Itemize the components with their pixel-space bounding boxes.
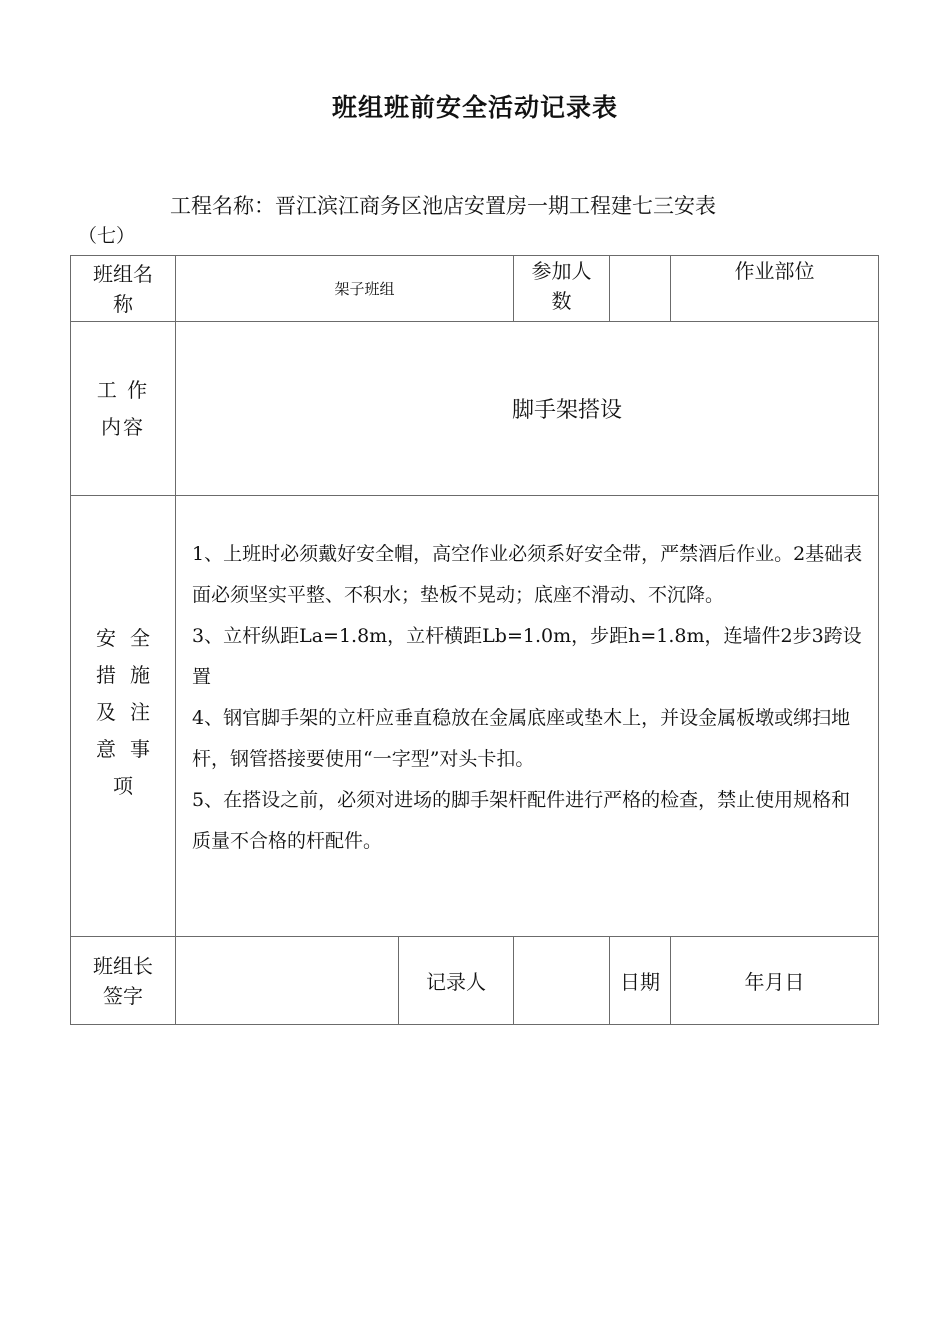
participants-label-cell bbox=[514, 256, 610, 322]
safety-row bbox=[71, 496, 879, 937]
work-content-label-line2: 内容 bbox=[101, 414, 145, 439]
record-table bbox=[70, 255, 879, 1025]
team-name-label-line1: 班组名 bbox=[93, 262, 153, 286]
signature-row bbox=[71, 937, 879, 1025]
leader-signature-label-line2: 签字 bbox=[103, 983, 143, 1008]
work-content-row bbox=[71, 322, 879, 496]
participants-label-line1: 参加人 bbox=[531, 259, 592, 283]
project-name: 工程名称：晋江滨江商务区池店安置房一期工程建七三安表 bbox=[170, 194, 716, 218]
leader-signature-value[interactable] bbox=[176, 937, 399, 1025]
leader-signature-label-cell bbox=[71, 937, 176, 1025]
safety-item: 5、在搭设之前，必须对进场的脚手架杆配件进行严格的检查，禁止使用规格和质量不合格的杆配件。 bbox=[192, 789, 851, 852]
participants-label-line2: 数 bbox=[551, 289, 572, 313]
work-content-value[interactable]: 脚手架搭设 bbox=[176, 322, 879, 496]
recorder-label: 记录人 bbox=[399, 937, 514, 1025]
work-content-label-cell bbox=[71, 322, 176, 496]
leader-signature-label-line1: 班组长 bbox=[93, 953, 153, 978]
safety-label-line: 意事 bbox=[96, 736, 164, 761]
safety-label-line: 安全 bbox=[96, 625, 164, 650]
date-label: 日期 bbox=[610, 937, 671, 1025]
team-name-label-cell bbox=[71, 256, 176, 322]
safety-item: 3、立杆纵距La=1.8m，立杆横距Lb=1.0m，步距h=1.8m，连墙件2步3跨设置 bbox=[192, 625, 862, 688]
team-name-label-line2: 称 bbox=[113, 292, 133, 316]
safety-item: 4、钢官脚手架的立杆应垂直稳放在金属底座或垫木上，并设金属板墩或绑扫地杆，钢管搭接要使用“一字型”对头卡扣。 bbox=[192, 707, 851, 770]
recorder-value[interactable] bbox=[514, 937, 610, 1025]
header-row bbox=[71, 256, 879, 322]
safety-label-line: 项 bbox=[113, 773, 147, 798]
safety-measures-body[interactable] bbox=[176, 496, 879, 937]
date-value[interactable]: 年月日 bbox=[671, 937, 879, 1025]
work-area-label: 作业部位 bbox=[734, 259, 815, 283]
safety-item: 1、上班时必须戴好安全帽，高空作业必须系好安全带，严禁酒后作业。2基础表面必须坚实平整、不积水；垫板不晃动；底座不滑动、不沉降。 bbox=[192, 543, 863, 606]
safety-label-line: 及注 bbox=[96, 699, 164, 724]
participants-value[interactable] bbox=[610, 256, 671, 322]
project-name-continuation: （七） bbox=[78, 225, 136, 247]
safety-label-line: 措施 bbox=[96, 662, 164, 687]
page-title: 班组班前安全活动记录表 bbox=[331, 93, 618, 122]
team-name-value[interactable]: 架子班组 bbox=[176, 256, 514, 322]
safety-label-cell bbox=[71, 496, 176, 937]
work-area-cell[interactable] bbox=[671, 256, 879, 322]
work-content-label-line1: 工 作 bbox=[96, 377, 150, 402]
